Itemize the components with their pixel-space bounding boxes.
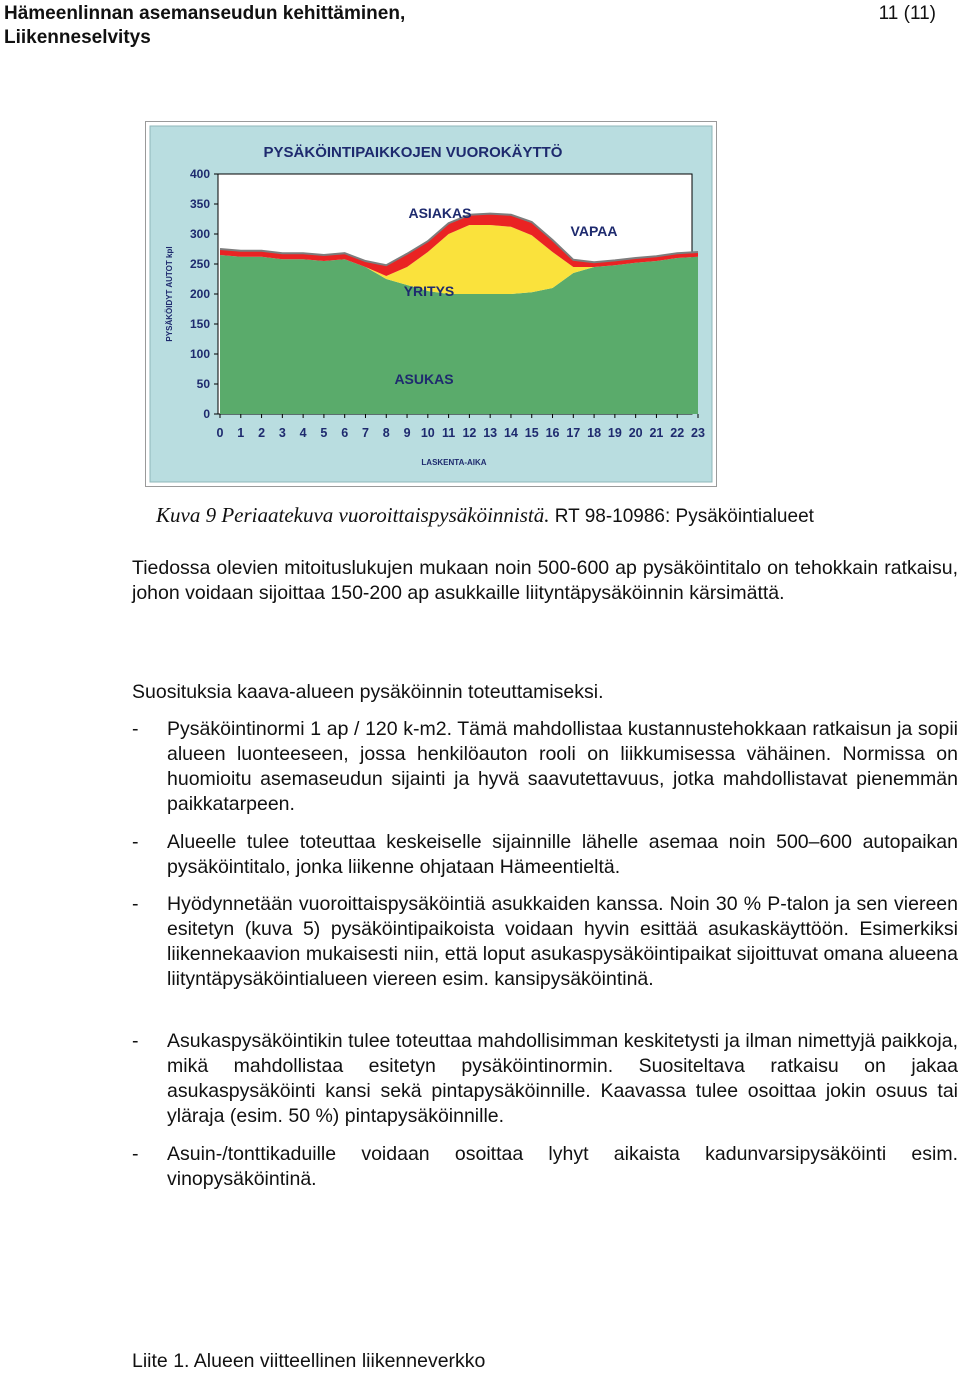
- x-tick-label: 17: [566, 426, 581, 440]
- x-tick-label: 12: [462, 426, 477, 440]
- x-tick-label: 9: [403, 426, 411, 440]
- x-tick-label: 23: [691, 426, 705, 440]
- list-dash: -: [132, 831, 139, 853]
- x-tick-label: 7: [362, 426, 369, 440]
- document-header-title: [4, 2, 405, 50]
- x-tick-label: 0: [216, 426, 224, 440]
- caption-italic: Kuva 9 Periaatekuva vuoroittaispysäköinnistä.: [156, 503, 550, 527]
- x-tick-label: 19: [607, 426, 622, 440]
- recommendation-text: Pysäköintinormi 1 ap / 120 k-m2. Tämä mahdollistaa kustannustehokkaan ratkaisun ja sopii alueen luonteeseen, jossa henkilöauton rooli on liikkumisessa vähäinen. Normissa on huomioitu asemaseudun sijainti ja hyvä saavutettavuus, jotka mahdollistavat pienemmän paikkatarpeen.: [167, 718, 958, 815]
- list-dash: -: [132, 893, 139, 915]
- header-title-line1: Hämeenlinnan asemanseudun kehittäminen,: [4, 3, 406, 24]
- page-number: 11 (11): [878, 3, 936, 24]
- x-tick-label: 10: [420, 426, 435, 440]
- y-tick-label: 350: [189, 197, 210, 211]
- x-tick-label: 16: [545, 426, 560, 440]
- x-tick-label: 6: [341, 426, 349, 440]
- recommendation-text: Asukaspysäköintikin tulee toteuttaa mahdollisimman keskitetysti ja ilman nimettyjä paikkoja, mikä mahdollistaa esitetyn pysäköintinormin. Suositeltava ratkaisu on jakaa asukaspysäköinti kansi sekä pintapysäköinnille. Kaavassa tulee osoittaa jokin osuus tai yläraja (esim. 50 %) pintapysäköinnille.: [167, 1030, 958, 1127]
- list-dash: -: [132, 1030, 139, 1052]
- x-tick-label: 21: [649, 426, 664, 440]
- list-dash: -: [132, 718, 139, 740]
- y-tick-label: 400: [189, 167, 210, 181]
- x-tick-label: 22: [670, 426, 685, 440]
- x-tick-label: 18: [587, 426, 602, 440]
- paragraph-1: Tiedossa olevien mitoituslukujen mukaan noin 500-600 ap pysäköintitalo on tehokkain ratkaisu, johon voidaan sijoittaa 150-200 ap asukkaille liityntäpysäköinnin kärsimättä.: [132, 557, 958, 604]
- series-label-yritys: YRITYS: [403, 283, 455, 299]
- x-tick-label: 20: [628, 426, 643, 440]
- recommendation-text: Alueelle tulee toteuttaa keskeiselle sijainnille lähelle asemaa noin 500–600 autopaikan pysäköintitalo, jonka liikenne ohjataan Hämeentieltä.: [167, 831, 958, 878]
- x-tick-label: 8: [382, 426, 390, 440]
- y-tick-label: 250: [189, 257, 210, 271]
- x-tick-label: 14: [504, 426, 518, 440]
- parking-usage-chart: [145, 121, 717, 487]
- x-tick-label: 4: [299, 426, 307, 440]
- series-label-vapaa: VAPAA: [570, 223, 618, 239]
- series-label-asukas: ASUKAS: [394, 371, 454, 387]
- y-tick-label: 300: [189, 227, 210, 241]
- caption-source: RT 98-10986: Pysäköintialueet: [549, 506, 814, 527]
- x-tick-label: 5: [320, 426, 328, 440]
- list-dash: -: [132, 1143, 139, 1165]
- y-axis-label: PYSÄKÖIDYT AUTOT kpl: [165, 246, 174, 342]
- x-tick-label: 3: [278, 426, 286, 440]
- recommendation-text: Asuin-/tonttikaduille voidaan osoittaa lyhyt aikaista kadunvarsipysäköinti esim. vinopysäköintinä.: [167, 1143, 958, 1190]
- y-tick-label: 150: [189, 317, 210, 331]
- x-tick-label: 11: [441, 426, 456, 440]
- recommendations-intro: Suosituksia kaava-alueen pysäköinnin toteuttamiseksi.: [132, 681, 604, 703]
- series-label-asiakas: ASIAKAS: [408, 205, 472, 221]
- y-tick-label: 50: [196, 377, 210, 391]
- chart-title: PYSÄKÖINTIPAIKKOJEN VUOROKÄYTTÖ: [263, 144, 563, 161]
- y-tick-label: 200: [189, 287, 210, 301]
- x-axis-label: LASKENTA-AIKA: [421, 458, 487, 467]
- y-tick-label: 100: [189, 347, 210, 361]
- header-title-line2: Liikenneselvitys: [4, 27, 151, 48]
- appendix-footer: Liite 1. Alueen viitteellinen liikenneverkko: [132, 1350, 486, 1372]
- x-tick-label: 13: [483, 426, 498, 440]
- x-tick-label: 1: [237, 426, 245, 440]
- y-tick-label: 0: [203, 407, 210, 421]
- x-tick-label: 15: [524, 426, 539, 440]
- figure-caption: [156, 503, 814, 528]
- x-tick-label: 2: [258, 426, 266, 440]
- recommendation-text: Hyödynnetään vuoroittaispysäköintiä asukkaiden kanssa. Noin 30 % P-talon ja sen viereen esitetyn (kuva 5) pysäköintipaikoista voidaan hyvin esittää asukaskäyttöön. Esimerkiksi liikennekaavion mukaisesti niin, että loput asukaspysäköintipaikat sijoittuvat omana alueena liityntäpysäköintialueen viereen esim. kansipysäköintinä.: [167, 893, 958, 990]
- chart-svg: [146, 122, 716, 486]
